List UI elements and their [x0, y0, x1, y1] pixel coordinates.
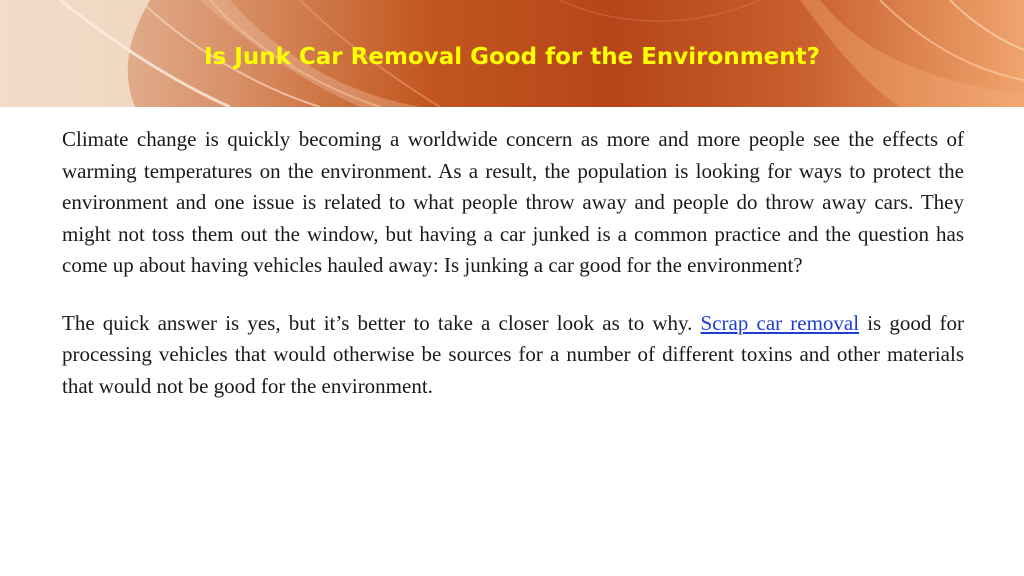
scrap-car-removal-link[interactable]: Scrap car removal: [700, 310, 860, 335]
paragraph-2-intro: The quick answer is yes, but it’s better to take a closer look as to why.: [62, 310, 701, 335]
paragraph-1: Climate change is quickly becoming a worldwide concern as more and more people see the effects of warming temperatures on the environment. As a result, the population is looking for ways to protect the environment and one issue is related to what people throw away and people do throw away cars. They might not toss them out the window, but having a car junked is a common practice and the question has come up about having vehicles hauled away: Is junking a car good for the environment?: [62, 127, 964, 277]
paragraph-2-rest: is good for processing vehicles that would otherwise be sources for a number of different toxins and other materials that would not be good for the environment.: [62, 310, 964, 398]
slide-title: Is Junk Car Removal Good for the Environment?: [204, 44, 820, 70]
paragraph-2: [62, 308, 964, 403]
body-text: [62, 124, 964, 428]
